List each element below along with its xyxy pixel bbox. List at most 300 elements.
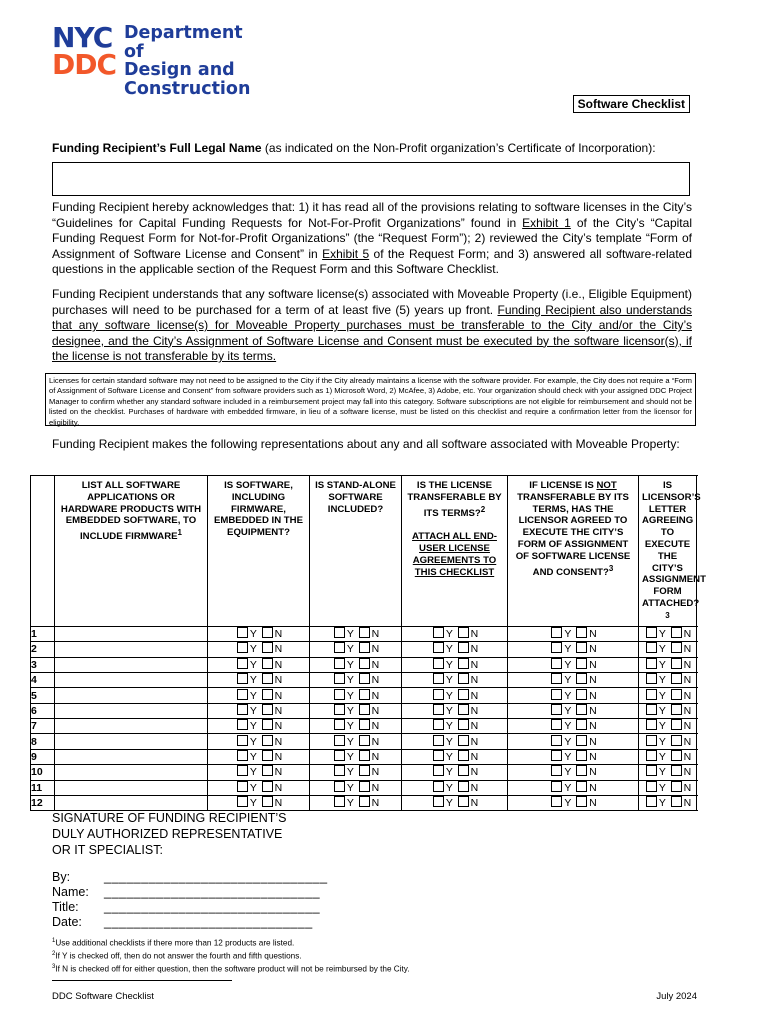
software-item-input[interactable]	[55, 672, 208, 687]
no-checkbox[interactable]	[262, 704, 273, 715]
yes-no-cell	[508, 780, 639, 795]
yes-checkbox[interactable]	[646, 627, 657, 638]
no-label: N	[470, 781, 479, 794]
table-row	[31, 688, 697, 703]
table-row	[31, 672, 697, 687]
yes-checkbox[interactable]	[646, 796, 657, 807]
no-label: N	[470, 643, 479, 656]
no-label: N	[371, 627, 380, 640]
yes-no-cell	[402, 719, 508, 734]
header-software-list: LIST ALL SOFTWARE APPLICATIONS OR HARDWARE PRODUCTS WITH EMBEDDED SOFTWARE, TO INCLUDE FIRMWARE$^1$	[55, 476, 208, 627]
yes-checkbox[interactable]	[646, 781, 657, 792]
yes-checkbox[interactable]	[334, 796, 345, 807]
no-checkbox[interactable]	[359, 658, 370, 669]
yes-checkbox[interactable]	[237, 796, 248, 807]
yes-checkbox[interactable]	[334, 689, 345, 700]
yes-checkbox[interactable]	[551, 735, 562, 746]
no-checkbox[interactable]	[671, 750, 682, 761]
no-label: N	[683, 658, 692, 671]
yes-checkbox[interactable]	[433, 765, 444, 776]
yes-label: Y	[445, 704, 453, 717]
no-checkbox[interactable]	[671, 704, 682, 715]
yes-checkbox[interactable]	[237, 735, 248, 746]
no-label: N	[274, 735, 283, 748]
yes-checkbox[interactable]	[334, 765, 345, 776]
yes-checkbox[interactable]	[551, 627, 562, 638]
date-label: Date:	[52, 915, 82, 929]
yes-checkbox[interactable]	[334, 627, 345, 638]
no-label: N	[683, 735, 692, 748]
yes-label: Y	[564, 781, 572, 794]
by-field[interactable]: ______________________________	[104, 870, 328, 884]
software-item-input[interactable]	[55, 734, 208, 749]
yes-checkbox[interactable]	[433, 673, 444, 684]
no-label: N	[274, 658, 283, 671]
no-checkbox[interactable]	[671, 719, 682, 730]
no-label: N	[589, 643, 597, 656]
no-checkbox[interactable]	[262, 735, 273, 746]
yes-no-cell	[310, 765, 402, 780]
yes-no-cell	[639, 688, 697, 703]
yes-label: Y	[346, 751, 354, 764]
yes-checkbox[interactable]	[433, 642, 444, 653]
no-checkbox[interactable]	[458, 719, 469, 730]
representations-paragraph: Funding Recipient makes the following representations about any and all software associated with Moveable Property:	[52, 437, 680, 451]
legal-name-field[interactable]	[52, 162, 690, 196]
title-label: Title:	[52, 900, 79, 914]
yes-label: Y	[564, 735, 572, 748]
no-checkbox[interactable]	[262, 750, 273, 761]
no-checkbox[interactable]	[359, 796, 370, 807]
no-label: N	[274, 643, 283, 656]
yes-checkbox[interactable]	[551, 689, 562, 700]
no-label: N	[371, 735, 380, 748]
name-label-bold: Funding Recipient’s Full Legal Name	[52, 141, 262, 155]
logo-ddc: DDC	[52, 48, 117, 81]
yes-checkbox[interactable]	[646, 735, 657, 746]
no-label: N	[470, 704, 479, 717]
row-number-header	[31, 476, 55, 627]
yes-no-cell	[639, 780, 697, 795]
yes-label: Y	[346, 766, 354, 779]
yes-label: Y	[346, 643, 354, 656]
yes-label: Y	[445, 658, 453, 671]
yes-label: Y	[658, 720, 666, 733]
yes-label: Y	[658, 751, 666, 764]
yes-checkbox[interactable]	[433, 689, 444, 700]
yes-label: Y	[346, 797, 354, 810]
no-checkbox[interactable]	[576, 673, 587, 684]
yes-no-cell	[402, 657, 508, 672]
yes-checkbox[interactable]	[334, 673, 345, 684]
no-label: N	[589, 674, 597, 687]
no-label: N	[470, 751, 479, 764]
yes-label: Y	[249, 643, 257, 656]
signature-heading: SIGNATURE OF FUNDING RECIPIENT’S DULY AUTHORIZED REPRESENTATIVE OR IT SPECIALIST:	[52, 811, 287, 857]
footnote-3: $^3$If N is checked off for either question, then the software product will not be reimbursed by the City.	[52, 964, 410, 974]
yes-checkbox[interactable]	[551, 704, 562, 715]
no-checkbox[interactable]	[458, 673, 469, 684]
yes-no-cell	[639, 672, 697, 687]
no-label: N	[470, 658, 479, 671]
software-item-input[interactable]	[55, 749, 208, 764]
yes-checkbox[interactable]	[551, 765, 562, 776]
no-checkbox[interactable]	[359, 781, 370, 792]
title-field[interactable]: _____________________________	[104, 900, 321, 914]
no-label: N	[683, 781, 692, 794]
yes-no-cell	[310, 672, 402, 687]
yes-label: Y	[445, 781, 453, 794]
exhibit-5-ref: Exhibit 5	[322, 246, 370, 261]
row-number: 9	[31, 749, 55, 764]
no-label: N	[274, 797, 283, 810]
standard-software-note: Licenses for certain standard software may not need to be assigned to the City if the City already maintains a license with the software provider. For example, the City does not require a “Form of Assignment of Software License and Consent” from software providers such as 1) Microsoft Word, 2) McAfee, 3) Adobe, etc. Your organization should check with your assigned DDC Project Manager to confirm whether any standard software included in a reimbursement project may fall into this category. Software subscriptions are not eligible for reimbursement and should not be listed on the checklist. Purchases of hardware with embedded firmware, in lieu of a software license, must be listed on this checklist and require a confirmation letter from the licensor for eligibility.	[45, 373, 696, 426]
yes-checkbox[interactable]	[334, 704, 345, 715]
header-licensor-agreed: IF LICENSE IS NOT TRANSFERABLE BY ITS TERMS, HAS THE LICENSOR AGREED TO EXECUTE THE CITY’S FORM OF ASSIGNMENT OF SOFTWARE LICENSE AND CONSENT?$^3$	[508, 476, 639, 627]
yes-checkbox[interactable]	[433, 658, 444, 669]
no-label: N	[274, 720, 283, 733]
no-checkbox[interactable]	[576, 658, 587, 669]
yes-checkbox[interactable]	[646, 704, 657, 715]
yes-label: Y	[658, 797, 666, 810]
no-checkbox[interactable]	[262, 719, 273, 730]
yes-checkbox[interactable]	[237, 750, 248, 761]
no-label: N	[589, 766, 597, 779]
logo-text	[124, 24, 267, 98]
yes-no-cell	[310, 749, 402, 764]
yes-no-cell	[402, 765, 508, 780]
yes-no-cell	[310, 719, 402, 734]
yes-label: Y	[445, 689, 453, 702]
no-checkbox[interactable]	[359, 765, 370, 776]
yes-label: Y	[445, 735, 453, 748]
yes-no-cell	[508, 719, 639, 734]
logo-line-2: Design and	[124, 60, 235, 80]
yes-no-cell	[402, 780, 508, 795]
no-checkbox[interactable]	[671, 658, 682, 669]
yes-no-cell	[508, 642, 639, 657]
logo-line-1: Department of	[124, 23, 243, 62]
yes-checkbox[interactable]	[237, 689, 248, 700]
no-checkbox[interactable]	[262, 781, 273, 792]
yes-label: Y	[564, 704, 572, 717]
yes-no-cell	[639, 703, 697, 718]
yes-no-cell	[310, 626, 402, 641]
yes-no-cell	[208, 688, 310, 703]
yes-checkbox[interactable]	[433, 719, 444, 730]
no-checkbox[interactable]	[458, 796, 469, 807]
yes-checkbox[interactable]	[237, 658, 248, 669]
no-checkbox[interactable]	[359, 750, 370, 761]
name-field[interactable]: _____________________________	[104, 885, 321, 899]
yes-checkbox[interactable]	[646, 673, 657, 684]
no-checkbox[interactable]	[576, 689, 587, 700]
row-number: 4	[31, 672, 55, 687]
yes-no-cell	[208, 657, 310, 672]
no-label: N	[683, 766, 692, 779]
yes-no-cell	[310, 642, 402, 657]
no-checkbox[interactable]	[576, 719, 587, 730]
software-item-input[interactable]	[55, 626, 208, 641]
no-label: N	[470, 766, 479, 779]
yes-checkbox[interactable]	[237, 642, 248, 653]
yes-label: Y	[658, 766, 666, 779]
no-checkbox[interactable]	[576, 642, 587, 653]
no-checkbox[interactable]	[458, 781, 469, 792]
row-number: 11	[31, 780, 55, 795]
yes-no-cell	[402, 749, 508, 764]
no-checkbox[interactable]	[262, 765, 273, 776]
no-label: N	[274, 704, 283, 717]
no-checkbox[interactable]	[458, 704, 469, 715]
exhibit-1-ref: Exhibit 1	[522, 215, 571, 230]
yes-checkbox[interactable]	[334, 735, 345, 746]
yes-label: Y	[346, 781, 354, 794]
yes-checkbox[interactable]	[646, 750, 657, 761]
no-checkbox[interactable]	[576, 765, 587, 776]
no-label: N	[683, 689, 692, 702]
yes-no-cell	[508, 703, 639, 718]
yes-checkbox[interactable]	[334, 719, 345, 730]
no-label: N	[589, 797, 597, 810]
no-label: N	[371, 689, 380, 702]
yes-checkbox[interactable]	[433, 704, 444, 715]
no-checkbox[interactable]	[671, 673, 682, 684]
no-checkbox[interactable]	[576, 750, 587, 761]
software-item-input[interactable]	[55, 796, 208, 811]
yes-checkbox[interactable]	[646, 658, 657, 669]
no-checkbox[interactable]	[576, 627, 587, 638]
yes-checkbox[interactable]	[551, 642, 562, 653]
no-checkbox[interactable]	[458, 642, 469, 653]
yes-checkbox[interactable]	[646, 765, 657, 776]
yes-checkbox[interactable]	[433, 781, 444, 792]
yes-checkbox[interactable]	[646, 642, 657, 653]
yes-checkbox[interactable]	[551, 658, 562, 669]
yes-checkbox[interactable]	[551, 781, 562, 792]
software-item-input[interactable]	[55, 765, 208, 780]
table-row	[31, 719, 697, 734]
no-checkbox[interactable]	[458, 627, 469, 638]
yes-label: Y	[346, 674, 354, 687]
no-checkbox[interactable]	[671, 796, 682, 807]
no-label: N	[589, 627, 597, 640]
yes-label: Y	[346, 720, 354, 733]
no-checkbox[interactable]	[458, 658, 469, 669]
no-checkbox[interactable]	[262, 689, 273, 700]
yes-no-cell	[639, 657, 697, 672]
yes-checkbox[interactable]	[237, 765, 248, 776]
footnote-1: $^1$Use additional checklists if there more than 12 products are listed.	[52, 938, 295, 948]
yes-label: Y	[564, 643, 572, 656]
software-item-input[interactable]	[55, 657, 208, 672]
yes-no-cell	[508, 657, 639, 672]
no-checkbox[interactable]	[671, 642, 682, 653]
header-letter-attached: IS LICENSOR’S LETTER AGREEING TO EXECUTE THE CITY’S ASSIGNMENT FORM ATTACHED?$^3$	[639, 476, 697, 627]
no-label: N	[589, 689, 597, 702]
yes-label: Y	[249, 735, 257, 748]
no-checkbox[interactable]	[359, 735, 370, 746]
no-checkbox[interactable]	[359, 673, 370, 684]
yes-no-cell	[508, 796, 639, 811]
yes-label: Y	[346, 627, 354, 640]
logo-nyc: NYC	[52, 21, 113, 54]
yes-no-cell	[639, 734, 697, 749]
no-label: N	[683, 797, 692, 810]
yes-no-cell	[508, 672, 639, 687]
yes-checkbox[interactable]	[334, 658, 345, 669]
yes-label: Y	[249, 781, 257, 794]
footnote-2: $^2$If Y is checked off, then do not answer the fourth and fifth questions.	[52, 951, 302, 961]
acknowledgement-paragraph: Funding Recipient hereby acknowledges that: 1) it has read all of the provisions relating to software licenses in the City’s “Guidelines for Capital Funding Requests for Not-For-Profit Organizations” found in Exhibit 1 of the City’s “Capital Funding Request Form for Not-for-Profit Organizations” (the “Request Form”); 2) reviewed the City’s template “Form of Assignment of Software License and Consent” in Exhibit 5 of the Request Form; and 3) answered all software-related questions in the applicable section of the Request Form and this Software Checklist.	[52, 200, 693, 277]
no-label: N	[589, 735, 597, 748]
form-title: Software Checklist	[573, 95, 690, 113]
no-label: N	[683, 643, 692, 656]
software-item-input[interactable]	[55, 642, 208, 657]
yes-checkbox[interactable]	[433, 627, 444, 638]
table-row	[31, 657, 697, 672]
no-label: N	[683, 627, 692, 640]
no-label: N	[274, 674, 283, 687]
date-field[interactable]: ____________________________	[104, 915, 313, 929]
yes-checkbox[interactable]	[237, 781, 248, 792]
yes-checkbox[interactable]	[237, 673, 248, 684]
no-checkbox[interactable]	[576, 781, 587, 792]
no-label: N	[683, 674, 692, 687]
no-label: N	[371, 658, 380, 671]
software-item-input[interactable]	[55, 780, 208, 795]
yes-checkbox[interactable]	[334, 781, 345, 792]
yes-checkbox[interactable]	[646, 719, 657, 730]
table-row	[31, 765, 697, 780]
no-checkbox[interactable]	[359, 704, 370, 715]
row-number: 3	[31, 657, 55, 672]
no-checkbox[interactable]	[458, 750, 469, 761]
yes-checkbox[interactable]	[646, 689, 657, 700]
yes-no-cell	[208, 780, 310, 795]
software-item-input[interactable]	[55, 703, 208, 718]
yes-label: Y	[249, 766, 257, 779]
yes-no-cell	[402, 734, 508, 749]
header-transferable: IS THE LICENSE TRANSFERABLE BY ITS TERMS?$^2$ ATTACH ALL END-USER LICENSE AGREEMENTS TO THIS CHECKLIST	[402, 476, 508, 627]
yes-label: Y	[445, 766, 453, 779]
logo-line-3: Construction	[124, 78, 251, 99]
no-checkbox[interactable]	[458, 689, 469, 700]
no-checkbox[interactable]	[458, 735, 469, 746]
yes-checkbox[interactable]	[551, 796, 562, 807]
yes-checkbox[interactable]	[334, 642, 345, 653]
yes-checkbox[interactable]	[433, 796, 444, 807]
yes-checkbox[interactable]	[551, 750, 562, 761]
no-checkbox[interactable]	[359, 627, 370, 638]
yes-label: Y	[564, 797, 572, 810]
no-checkbox[interactable]	[671, 781, 682, 792]
no-checkbox[interactable]	[262, 796, 273, 807]
header-standalone: IS STAND-ALONE SOFTWARE INCLUDED?	[310, 476, 402, 627]
yes-label: Y	[346, 704, 354, 717]
no-checkbox[interactable]	[671, 735, 682, 746]
row-number: 7	[31, 719, 55, 734]
no-checkbox[interactable]	[458, 765, 469, 776]
no-checkbox[interactable]	[576, 796, 587, 807]
yes-label: Y	[445, 643, 453, 656]
no-label: N	[470, 674, 479, 687]
yes-no-cell	[508, 749, 639, 764]
no-checkbox[interactable]	[576, 735, 587, 746]
yes-label: Y	[249, 689, 257, 702]
software-item-input[interactable]	[55, 688, 208, 703]
no-label: N	[589, 658, 597, 671]
no-checkbox[interactable]	[671, 765, 682, 776]
yes-no-cell	[208, 765, 310, 780]
yes-checkbox[interactable]	[334, 750, 345, 761]
no-label: N	[371, 781, 380, 794]
no-label: N	[589, 751, 597, 764]
software-item-input[interactable]	[55, 719, 208, 734]
yes-label: Y	[658, 735, 666, 748]
no-checkbox[interactable]	[359, 642, 370, 653]
yes-label: Y	[564, 674, 572, 687]
yes-label: Y	[564, 751, 572, 764]
yes-no-cell	[508, 734, 639, 749]
no-checkbox[interactable]	[671, 627, 682, 638]
yes-no-cell	[208, 626, 310, 641]
yes-label: Y	[564, 689, 572, 702]
yes-no-cell	[310, 688, 402, 703]
yes-no-cell	[639, 719, 697, 734]
no-label: N	[683, 704, 692, 717]
yes-label: Y	[249, 751, 257, 764]
no-checkbox[interactable]	[262, 673, 273, 684]
by-label: By:	[52, 870, 71, 884]
yes-label: Y	[445, 674, 453, 687]
yes-label: Y	[445, 751, 453, 764]
yes-label: Y	[249, 704, 257, 717]
yes-no-cell	[639, 749, 697, 764]
yes-checkbox[interactable]	[237, 627, 248, 638]
no-checkbox[interactable]	[671, 689, 682, 700]
yes-no-cell	[402, 703, 508, 718]
no-checkbox[interactable]	[262, 642, 273, 653]
yes-checkbox[interactable]	[551, 673, 562, 684]
no-checkbox[interactable]	[576, 704, 587, 715]
yes-no-cell	[310, 796, 402, 811]
no-checkbox[interactable]	[262, 658, 273, 669]
no-label: N	[274, 766, 283, 779]
yes-checkbox[interactable]	[433, 750, 444, 761]
no-label: N	[470, 720, 479, 733]
yes-checkbox[interactable]	[237, 719, 248, 730]
no-label: N	[589, 720, 597, 733]
row-number: 5	[31, 688, 55, 703]
yes-checkbox[interactable]	[433, 735, 444, 746]
table-row	[31, 734, 697, 749]
yes-checkbox[interactable]	[551, 719, 562, 730]
yes-label: Y	[249, 720, 257, 733]
table-row	[31, 796, 697, 811]
yes-checkbox[interactable]	[237, 704, 248, 715]
header-embedded: IS SOFTWARE, INCLUDING FIRMWARE, EMBEDDED IN THE EQUIPMENT?	[208, 476, 310, 627]
yes-no-cell	[402, 796, 508, 811]
no-label: N	[274, 751, 283, 764]
no-checkbox[interactable]	[359, 689, 370, 700]
no-label: N	[274, 627, 283, 640]
yes-label: Y	[249, 797, 257, 810]
yes-label: Y	[346, 658, 354, 671]
no-label: N	[371, 674, 380, 687]
no-checkbox[interactable]	[262, 627, 273, 638]
no-checkbox[interactable]	[359, 719, 370, 730]
